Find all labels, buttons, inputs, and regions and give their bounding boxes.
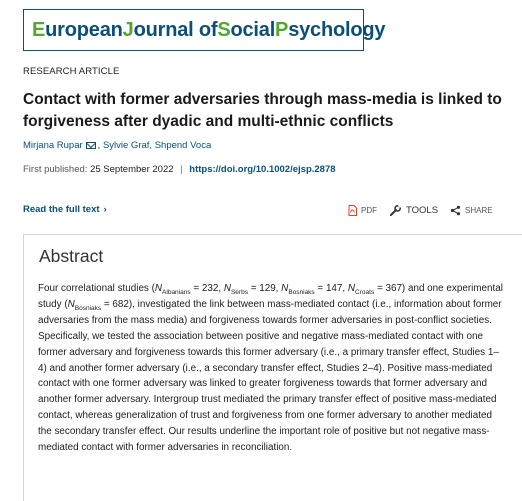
- sample-group-subscript: Bosniaks: [74, 304, 102, 312]
- article-title: Contact with former adversaries through mass-media is linked to forgiveness after dyadic and multi-ethnic conflicts: [23, 91, 502, 130]
- article-tools-bar: [348, 204, 493, 217]
- read-full-text-label: Read the full text: [23, 204, 100, 215]
- pdf-label: PDF: [361, 206, 377, 215]
- doi-link[interactable]: https://doi.org/10.1002/ejsp.2878: [189, 164, 336, 175]
- journal-name-part: Journal of: [122, 18, 218, 41]
- abstract-segment: = 147,: [314, 283, 348, 294]
- publication-info: [23, 164, 336, 175]
- author-separator: ,: [97, 140, 103, 151]
- sample-group-subscript: Croats: [355, 288, 375, 296]
- pdf-button[interactable]: [348, 205, 377, 216]
- abstract-segment: = 129,: [247, 283, 282, 294]
- author-link[interactable]: Shpend Voca: [154, 140, 212, 151]
- abstract-heading: Abstract: [39, 246, 104, 266]
- published-label: First published:: [23, 164, 88, 175]
- abstract-text: [38, 281, 506, 456]
- sample-size-symbol: N: [67, 298, 75, 310]
- wrench-icon: [389, 204, 402, 217]
- share-icon: [450, 205, 461, 216]
- sample-size-symbol: N: [347, 283, 356, 294]
- tools-label: TOOLS: [406, 205, 439, 216]
- author-link[interactable]: Mirjana Rupar: [23, 140, 83, 151]
- sample-group-subscript: Albanians: [162, 288, 191, 296]
- journal-name-part: European: [32, 18, 123, 41]
- email-icon[interactable]: [86, 142, 96, 149]
- sample-group-subscript: Bosniaks: [288, 288, 315, 296]
- abstract-segment: = 232,: [190, 283, 224, 294]
- share-button[interactable]: [450, 205, 493, 216]
- article-type-label: RESEARCH ARTICLE: [23, 66, 120, 77]
- published-date: 25 September 2022: [90, 164, 174, 175]
- sample-size-symbol: N: [281, 283, 289, 294]
- chevron-right-icon: ›: [103, 204, 107, 215]
- abstract-segment: Four correlational studies (: [38, 283, 155, 294]
- journal-name-part: Psychology: [275, 18, 386, 41]
- author-list: [23, 140, 211, 151]
- sample-group-subscript: Serbs: [230, 288, 248, 296]
- author-link[interactable]: Sylvie Graf: [102, 140, 150, 151]
- tools-button[interactable]: [389, 204, 438, 217]
- journal-name-part: Social: [217, 18, 276, 41]
- journal-logo[interactable]: [23, 9, 386, 51]
- sample-size-symbol: N: [223, 283, 231, 294]
- abstract-segment: = 367) and one experimental study (: [38, 283, 503, 310]
- read-full-text-link[interactable]: [23, 204, 107, 215]
- share-label: SHARE: [465, 206, 493, 215]
- pdf-icon: [348, 205, 357, 216]
- separator: |: [180, 164, 183, 175]
- abstract-segment: = 682), investigated the link between mass-mediated contact (i.e., information about former adversaries from the mass media) and forgiveness towards former adversaries in post-conflict societies. Specifically, we tested the association between positive and negative mass-mediated contact with one former adversary and forgiveness towards this former adversary (i.e., a primary transfer effect, Studies 1–4) and another former adversary (i.e., a secondary transfer effect, Studies 2–4). Positive mass-mediated contact with one former adversary was linked to greater forgiveness towards that former adversary and another former adversary. Intergroup trust mediated the primary transfer effect of positive mass-mediated contact, whereas generalization of trust and forgiveness from one former adversary to another mediated the secondary transfer effect. Our results underline the important role of positive but not negative mass-mediated contact with former adversaries in reconciliation.: [38, 298, 502, 454]
- author-separator: ,: [149, 140, 155, 151]
- sample-size-symbol: N: [154, 283, 163, 294]
